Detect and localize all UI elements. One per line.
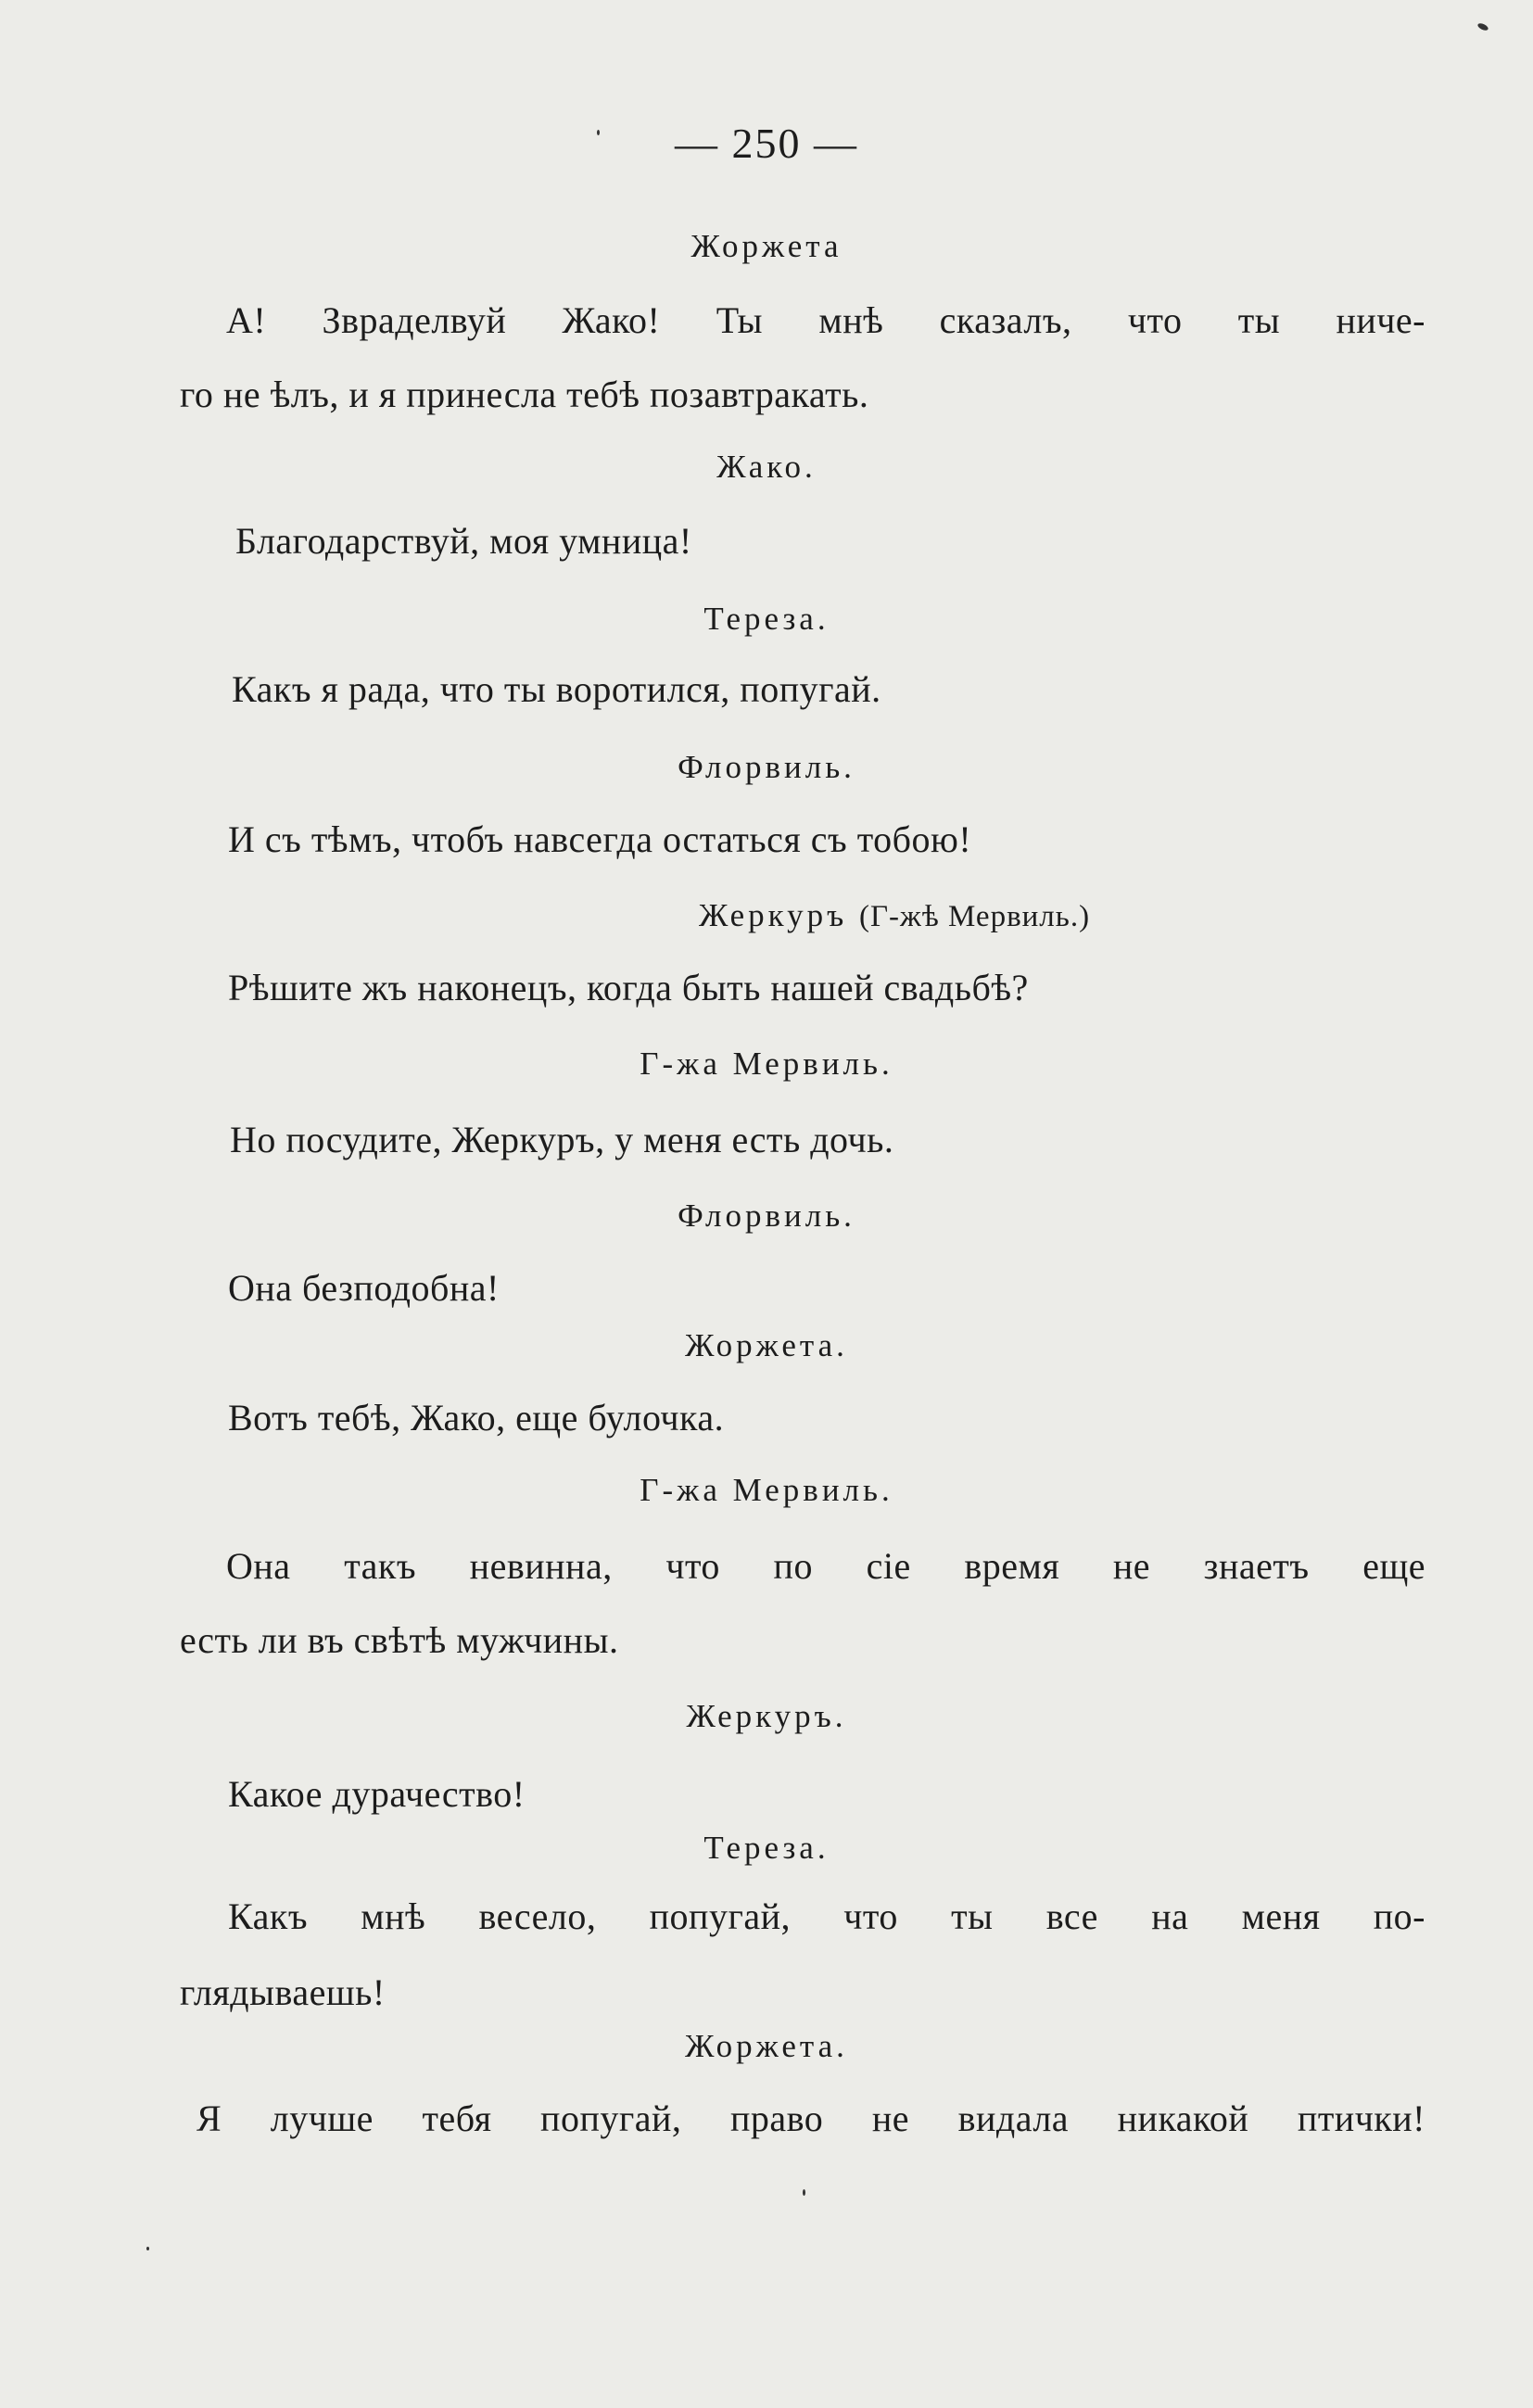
speaker-name: Флорвиль. [678,749,855,785]
scan-speck [803,2189,805,2196]
speaker-name: Жоржета. [685,2028,848,2064]
scan-speck [1476,22,1489,32]
dialogue-line: Она такъ невинна, что по сіе время не знаетъ еще [226,1545,1425,1587]
dialogue-line: Какъ я рада, что ты воротился, попугай. [232,668,881,710]
dialogue-line: Рѣшите жъ наконецъ, когда быть нашей свадьбѣ? [228,967,1029,1008]
dialogue-line: И съ тѣмъ, чтобъ навсегда остаться съ тобою! [228,818,972,860]
dialogue-line: го не ѣлъ, и я принесла тебѣ позавтракать. [180,374,869,415]
dialogue-line: А! Звраделвуй Жако! Ты мнѣ сказалъ, что ты ниче- [226,299,1425,341]
speaker-name: Жеркуръ. [686,1698,847,1734]
speaker-name: Г-жа Мервиль. [640,1472,893,1508]
scan-speck [597,130,600,135]
speaker-name: Г-жа Мервиль. [640,1046,893,1082]
dialogue-line: есть ли въ свѣтѣ мужчины. [180,1619,619,1661]
speaker-name: Жако. [716,449,817,485]
scan-speck [146,2247,149,2250]
page-number: — 250 — [675,120,858,167]
dialogue-line: Она безподобна! [228,1267,500,1309]
dialogue-line: Но посудите, Жеркуръ, у меня есть дочь. [230,1119,894,1160]
dialogue-line: Какое дурачество! [228,1773,526,1815]
dialogue-line: Какъ мнѣ весело, попугай, что ты все на меня по- [228,1895,1425,1937]
speaker-name: Жоржета [690,228,843,264]
dialogue-line: Благодарствуй, моя умница! [235,520,692,562]
speaker-name: Жоржета. [685,1327,848,1363]
stage-direction: (Г-жѣ Мервиль.) [858,900,1091,933]
dialogue-line: глядываешь! [180,1971,386,2013]
speaker-name: Тереза. [703,1830,830,1866]
dialogue-line: Вотъ тебѣ, Жако, еще булочка. [228,1397,725,1438]
speaker-name: Тереза. [703,601,830,637]
speaker-label: Жеркуръ [699,897,848,933]
speaker-name [699,897,1090,934]
dialogue-line: Я лучше тебя попугай, право не видала никакой птички! [196,2097,1425,2139]
speaker-name: Флорвиль. [678,1198,855,1234]
